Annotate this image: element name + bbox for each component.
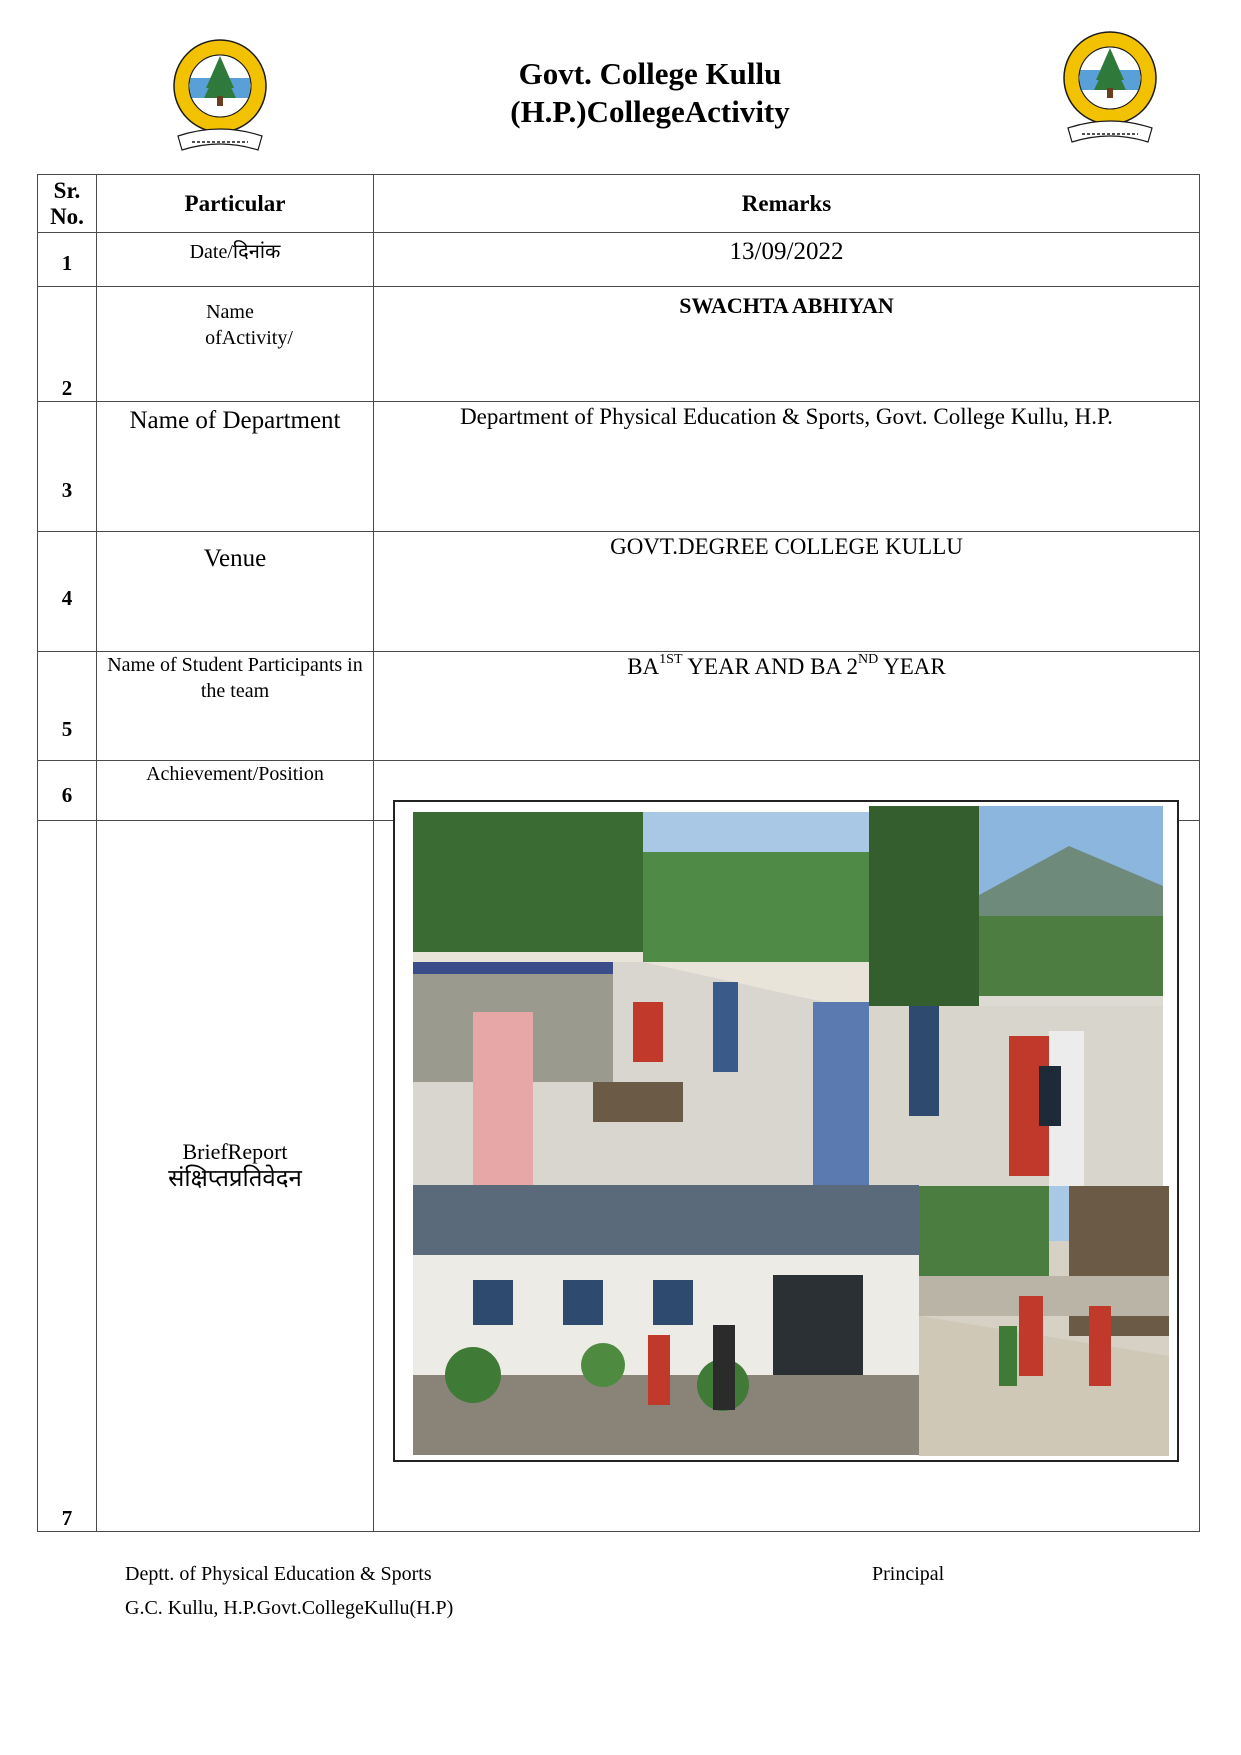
college-emblem-icon xyxy=(168,36,272,156)
remarks-cell: 13/09/2022 xyxy=(374,233,1200,287)
table-row xyxy=(38,532,1200,652)
footer-signatory: Principal xyxy=(872,1563,945,1585)
activity-photo xyxy=(413,1185,919,1455)
particular-cell: Name of Student Participants in the team xyxy=(97,652,374,761)
remarks-cell: Department of Physical Education & Sports, Govt. College Kullu, H.P. xyxy=(374,402,1200,532)
table-row xyxy=(38,402,1200,532)
row-number: 5 xyxy=(61,717,73,741)
particular-line: BriefReport xyxy=(182,1139,288,1164)
footer-department: Deptt. of Physical Education & Sports xyxy=(125,1563,432,1585)
table-row xyxy=(38,233,1200,287)
particular-cell xyxy=(97,821,374,1532)
row-number: 4 xyxy=(61,586,73,610)
table-row xyxy=(38,652,1200,761)
remarks-cell: SWACHTA ABHIYAN xyxy=(374,287,1200,402)
particular-cell: Name of Department xyxy=(97,402,374,532)
remarks-cell: $BA^{1ST}$ YEAR AND BA 2ND YEAR xyxy=(374,652,1200,761)
table-header-row xyxy=(38,175,1200,233)
particular-line: Name xyxy=(206,301,254,323)
page-subtitle: (H.P.)CollegeActivity xyxy=(510,94,790,129)
footer-department-address: G.C. Kullu, H.P.Govt.CollegeKullu(H.P) xyxy=(125,1597,454,1619)
activity-photo xyxy=(869,806,1163,1222)
activity-photo xyxy=(919,1186,1169,1456)
college-emblem-icon xyxy=(1058,28,1162,148)
header-particular: Particular xyxy=(97,175,374,233)
row-number: 3 xyxy=(61,478,73,502)
header-remarks: Remarks xyxy=(374,175,1200,233)
particular-cell xyxy=(97,287,374,402)
activity-photo xyxy=(413,812,869,1185)
header-sr-no: Sr. No. xyxy=(38,175,97,233)
activity-photo-collage xyxy=(393,800,1179,1462)
table-row xyxy=(38,287,1200,402)
row-number: 1 xyxy=(61,251,73,275)
page-title: Govt. College Kullu xyxy=(518,56,782,91)
particular-cell: Venue xyxy=(97,532,374,652)
particular-cell: Date/दिनांक xyxy=(97,233,374,287)
row-number: 7 xyxy=(61,1506,73,1530)
particular-line: ofActivity/ xyxy=(205,327,293,349)
particular-line: संक्षिप्तप्रतिवेदन xyxy=(168,1166,302,1192)
remarks-cell: GOVT.DEGREE COLLEGE KULLU xyxy=(374,532,1200,652)
row-number: 2 xyxy=(61,376,73,400)
particular-cell: Achievement/Position xyxy=(97,761,374,821)
row-number: 6 xyxy=(61,783,73,807)
